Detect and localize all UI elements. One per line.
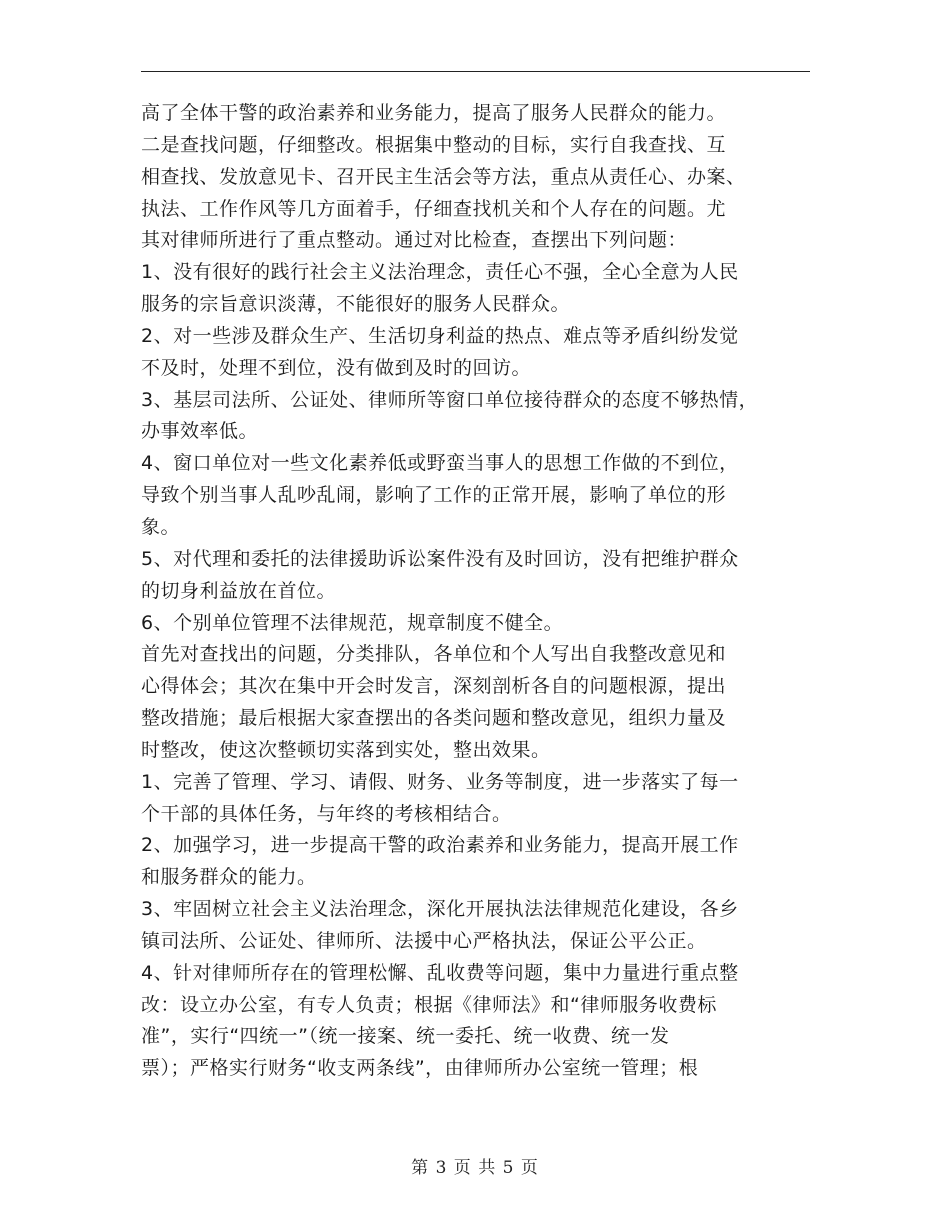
text-line: 2、对一些涉及群众生产、生活切身利益的热点、难点等矛盾纠纷发觉 <box>141 324 739 347</box>
text-line: 首先对查找出的问题，分类排队，各单位和个人写出自我整改意见和 <box>141 643 727 666</box>
text-line: 服务的宗旨意识淡薄，不能很好的服务人民群众。 <box>141 293 571 316</box>
text-line: 票）；严格实行财务“收支两条线”，由律师所办公室统一管理；根 <box>141 1057 699 1080</box>
header-rule <box>141 71 810 72</box>
text-line: 相查找、发放意见卡、召开民主生活会等方法，重点从责任心、办案、 <box>141 165 746 188</box>
text-line: 执法、工作作风等几方面着手，仔细查找机关和个人存在的问题。尤 <box>141 197 727 220</box>
page-number-footer: 第 3 页 共 5 页 <box>411 1158 539 1178</box>
text-line: 2、加强学习，进一步提高干警的政治素养和业务能力，提高开展工作 <box>141 834 739 857</box>
text-line: 不及时，处理不到位，没有做到及时的回访。 <box>141 356 532 379</box>
text-line: 3、基层司法所、公证处、律师所等窗口单位接待群众的态度不够热情， <box>141 388 759 411</box>
text-line: 4、针对律师所存在的管理松懈、乱收费等问题，集中力量进行重点整 <box>141 961 739 984</box>
text-line: 改：设立办公室，有专人负责；根据《律师法》和“律师服务收费标 <box>141 993 717 1016</box>
text-line: 和服务群众的能力。 <box>141 866 317 889</box>
text-line: 办事效率低。 <box>141 420 259 443</box>
text-line: 时整改，使这次整顿切实落到实处，整出效果。 <box>141 738 551 761</box>
text-line: 的切身利益放在首位。 <box>141 579 337 602</box>
text-line: 导致个别当事人乱吵乱闹，影响了工作的正常开展，影响了单位的形 <box>141 484 727 507</box>
text-line: 二是查找问题，仔细整改。根据集中整动的目标，实行自我查找、互 <box>141 133 727 156</box>
text-line: 1、完善了管理、学习、请假、财务、业务等制度，进一步落实了每一 <box>141 770 739 793</box>
text-line: 3、牢固树立社会主义法治理念，深化开展执法法律规范化建设，各乡 <box>141 898 739 921</box>
text-line: 个干部的具体任务，与年终的考核相结合。 <box>141 802 512 825</box>
text-line: 准”，实行“四统一”（统一接案、统一委托、统一收费、统一发 <box>141 1025 670 1048</box>
text-line: 其对律师所进行了重点整动。通过对比检查，查摆出下列问题： <box>141 229 688 252</box>
text-line: 4、窗口单位对一些文化素养低或野蛮当事人的思想工作做的不到位， <box>141 452 739 475</box>
text-line: 整改措施；最后根据大家查摆出的各类问题和整改意见，组织力量及 <box>141 707 727 730</box>
text-line: 6、个别单位管理不法律规范，规章制度不健全。 <box>141 611 564 634</box>
text-line: 心得体会；其次在集中开会时发言，深刻剖析各自的问题根源，提出 <box>141 675 727 698</box>
text-line: 5、对代理和委托的法律援助诉讼案件没有及时回访，没有把维护群众 <box>141 547 739 570</box>
text-line: 1、没有很好的践行社会主义法治理念，责任心不强，全心全意为人民 <box>141 261 739 284</box>
text-line: 镇司法所、公证处、律师所、法援中心严格执法，保证公平公正。 <box>141 929 707 952</box>
document-body <box>141 98 815 1085</box>
text-line: 高了全体干警的政治素养和业务能力，提高了服务人民群众的能力。 <box>141 102 727 124</box>
text-line: 象。 <box>141 515 181 538</box>
